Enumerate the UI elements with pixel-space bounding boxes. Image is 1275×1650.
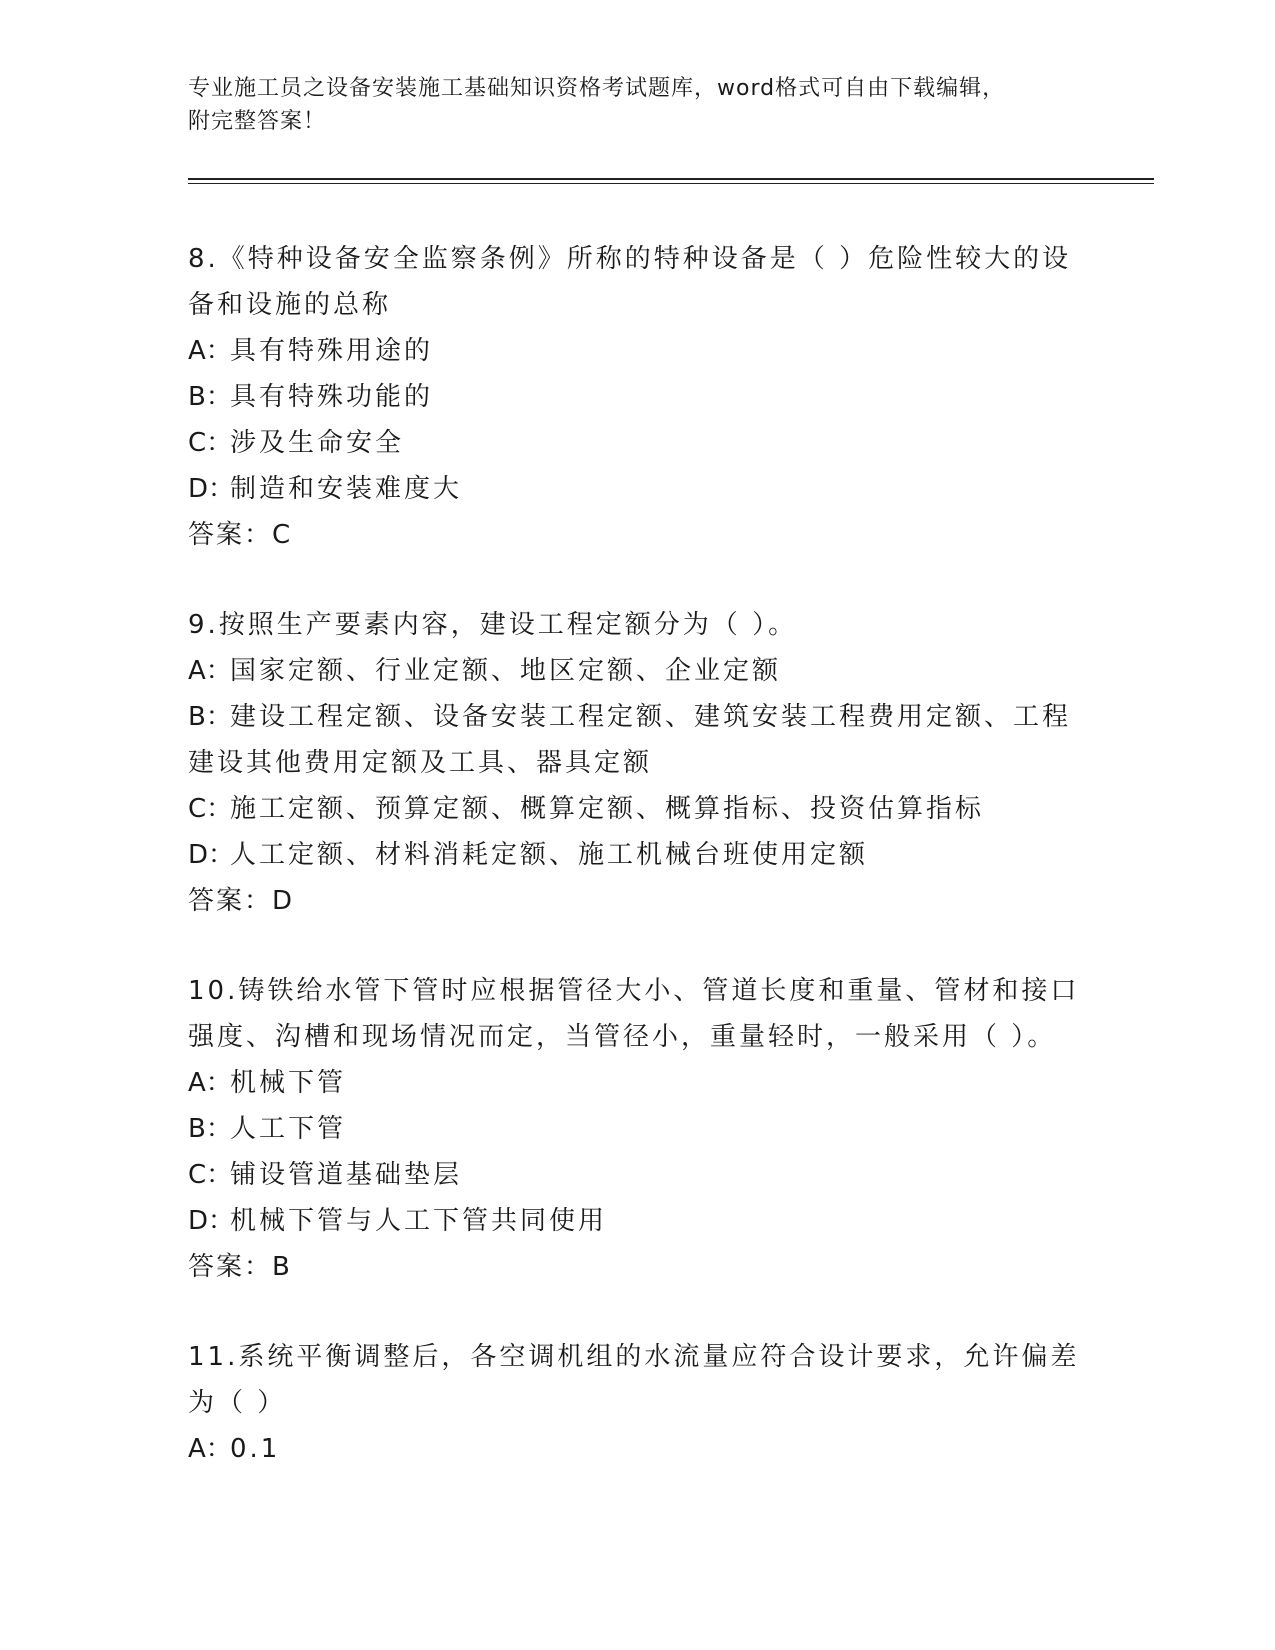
option-letter: C： bbox=[188, 794, 233, 824]
option-a bbox=[188, 328, 1088, 374]
option-text: 国家定额、行业定额、地区定额、企业定额 bbox=[230, 656, 782, 686]
option-letter: C： bbox=[188, 428, 233, 458]
option-d bbox=[188, 466, 1088, 512]
answer-line bbox=[188, 878, 1088, 924]
option-text: 人工定额、材料消耗定额、施工机械台班使用定额 bbox=[230, 840, 869, 870]
option-letter: A： bbox=[188, 656, 232, 686]
option-letter: D： bbox=[188, 840, 235, 870]
option-letter: B： bbox=[188, 702, 232, 732]
question-9 bbox=[188, 602, 1088, 924]
option-letter: D： bbox=[188, 474, 235, 504]
option-text: 具有特殊功能的 bbox=[230, 382, 434, 412]
option-a bbox=[188, 1060, 1088, 1106]
option-b bbox=[188, 1106, 1088, 1152]
option-b-cont: 建设其他费用定额及工具、器具定额 bbox=[188, 748, 653, 778]
option-a bbox=[188, 1426, 1088, 1472]
answer-line bbox=[188, 512, 1088, 558]
question-list bbox=[188, 236, 1088, 1516]
option-c bbox=[188, 420, 1088, 466]
answer-label: 答案： bbox=[188, 1252, 273, 1282]
question-8 bbox=[188, 236, 1088, 558]
option-d bbox=[188, 832, 1088, 878]
option-d bbox=[188, 1198, 1088, 1244]
option-text: 涉及生命安全 bbox=[230, 428, 405, 458]
header-divider-thick bbox=[188, 178, 1154, 180]
option-c bbox=[188, 786, 1088, 832]
option-text: 0.1 bbox=[230, 1434, 281, 1464]
option-text: 施工定额、预算定额、概算定额、概算指标、投资估算指标 bbox=[230, 794, 985, 824]
option-text: 机械下管与人工下管共同使用 bbox=[230, 1206, 608, 1236]
option-text: 人工下管 bbox=[230, 1114, 347, 1144]
question-text: 11.系统平衡调整后，各空调机组的水流量应符合设计要求，允许偏差 bbox=[188, 1342, 1080, 1372]
option-text: 铺设管道基础垫层 bbox=[230, 1160, 463, 1190]
header-divider-thin bbox=[188, 183, 1154, 184]
answer-value: B bbox=[272, 1252, 291, 1282]
option-letter: A： bbox=[188, 336, 232, 366]
question-text: 9.按照生产要素内容，建设工程定额分为（ ）。 bbox=[188, 610, 798, 640]
header-line-2: 附完整答案！ bbox=[188, 109, 327, 134]
question-text-cont: 为（ ） bbox=[188, 1388, 287, 1418]
answer-value: C bbox=[272, 520, 292, 550]
option-letter: A： bbox=[188, 1434, 232, 1464]
question-10 bbox=[188, 968, 1088, 1290]
document-header bbox=[188, 72, 1088, 138]
question-text: 8.《特种设备安全监察条例》所称的特种设备是（ ）危险性较大的设 bbox=[188, 244, 1072, 274]
option-c bbox=[188, 1152, 1088, 1198]
option-letter: A： bbox=[188, 1068, 232, 1098]
option-text: 机械下管 bbox=[230, 1068, 347, 1098]
question-text-cont: 备和设施的总称 bbox=[188, 290, 392, 320]
answer-label: 答案： bbox=[188, 886, 273, 916]
question-text-cont: 强度、沟槽和现场情况而定，当管径小，重量轻时，一般采用（ ）。 bbox=[188, 1022, 1057, 1052]
option-letter: D： bbox=[188, 1206, 235, 1236]
header-line-1: 专业施工员之设备安装施工基础知识资格考试题库，word格式可自由下载编辑， bbox=[188, 76, 1006, 101]
option-text: 制造和安装难度大 bbox=[230, 474, 463, 504]
option-b bbox=[188, 374, 1088, 420]
answer-value: D bbox=[272, 886, 294, 916]
option-b bbox=[188, 694, 1088, 740]
option-text: 建设工程定额、设备安装工程定额、建筑安装工程费用定额、工程 bbox=[230, 702, 1072, 732]
question-11 bbox=[188, 1334, 1088, 1472]
question-text: 10.铸铁给水管下管时应根据管径大小、管道长度和重量、管材和接口 bbox=[188, 976, 1080, 1006]
answer-line bbox=[188, 1244, 1088, 1290]
option-text: 具有特殊用途的 bbox=[230, 336, 434, 366]
option-letter: B： bbox=[188, 1114, 232, 1144]
answer-label: 答案： bbox=[188, 520, 273, 550]
option-a bbox=[188, 648, 1088, 694]
option-letter: B： bbox=[188, 382, 232, 412]
option-letter: C： bbox=[188, 1160, 233, 1190]
